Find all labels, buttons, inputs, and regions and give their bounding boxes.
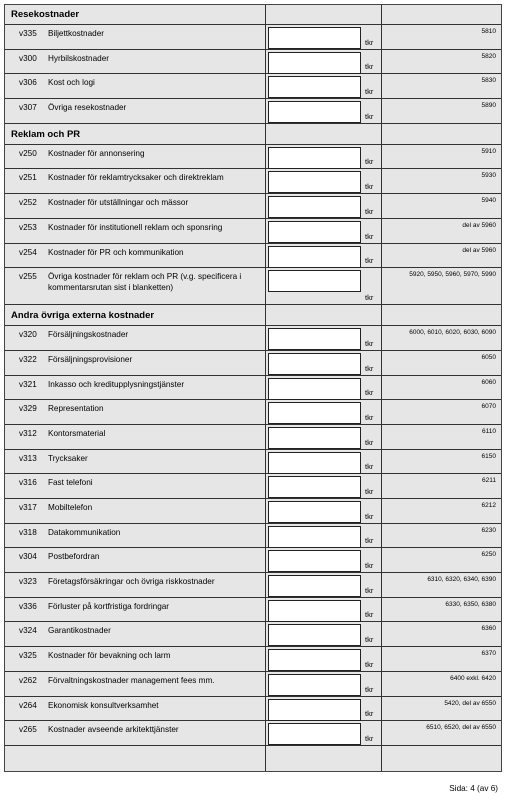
amount-input-v306[interactable] bbox=[268, 76, 361, 98]
account-reference: 6150 bbox=[481, 452, 496, 460]
row-label: Kostnader för utställningar och mässor bbox=[48, 198, 189, 208]
row-label: Datakommunikation bbox=[48, 527, 121, 537]
amount-input-v253[interactable] bbox=[268, 221, 361, 243]
amount-input-v265[interactable] bbox=[268, 723, 361, 745]
account-reference: 6070 bbox=[481, 403, 496, 411]
row-label: Övriga kostnader för reklam och PR (v.g. specificera i kommentarsrutan sist i blanketten) bbox=[48, 272, 242, 292]
section-title: Reklam och PR bbox=[11, 128, 81, 140]
unit-label: tkr bbox=[365, 412, 374, 422]
unit-label: tkr bbox=[365, 585, 374, 595]
account-reference: 5920, 5950, 5960, 5970, 5990 bbox=[409, 271, 496, 279]
variable-code: v251 bbox=[19, 173, 37, 183]
account-reference: 6230 bbox=[481, 526, 496, 534]
variable-code: v254 bbox=[19, 247, 37, 257]
variable-code: v318 bbox=[19, 527, 37, 537]
amount-input-v264[interactable] bbox=[268, 699, 361, 721]
form-row-v255 bbox=[5, 268, 501, 305]
variable-code: v252 bbox=[19, 198, 37, 208]
account-reference: 6060 bbox=[481, 378, 496, 386]
unit-label: tkr bbox=[365, 659, 374, 669]
unit-label: tkr bbox=[365, 635, 374, 645]
account-reference: 5930 bbox=[481, 172, 496, 180]
row-label: Biljettkostnader bbox=[48, 29, 104, 38]
page-number: Sida: 4 (av 6) bbox=[449, 784, 498, 793]
form-row-v321 bbox=[5, 376, 501, 401]
amount-input-v325[interactable] bbox=[268, 649, 361, 671]
account-reference: del av 5960 bbox=[462, 221, 496, 229]
form-row-v253 bbox=[5, 219, 501, 244]
account-reference: 6370 bbox=[481, 650, 496, 658]
amount-input-v254[interactable] bbox=[268, 246, 361, 268]
amount-input-v252[interactable] bbox=[268, 196, 361, 218]
row-label: Mobiltelefon bbox=[48, 503, 93, 512]
section-title: Andra övriga externa kostnader bbox=[11, 310, 155, 322]
form-row-v264 bbox=[5, 697, 501, 722]
account-reference: 6310, 6320, 6340, 6390 bbox=[427, 576, 496, 584]
amount-input-v250[interactable] bbox=[268, 147, 361, 169]
variable-code: v255 bbox=[19, 272, 37, 282]
amount-input-v304[interactable] bbox=[268, 550, 361, 572]
form-row-v322 bbox=[5, 351, 501, 376]
unit-label: tkr bbox=[365, 610, 374, 620]
unit-label: tkr bbox=[365, 157, 374, 167]
amount-input-v329[interactable] bbox=[268, 402, 361, 424]
amount-input-v251[interactable] bbox=[268, 171, 361, 193]
amount-input-v321[interactable] bbox=[268, 378, 361, 400]
amount-input-v313[interactable] bbox=[268, 452, 361, 474]
unit-label: tkr bbox=[365, 388, 374, 398]
amount-input-v255[interactable] bbox=[268, 270, 361, 292]
unit-label: tkr bbox=[365, 487, 374, 496]
form-row-v316 bbox=[5, 474, 501, 499]
unit-label: tkr bbox=[365, 293, 374, 303]
row-label: Trycksaker bbox=[48, 453, 88, 463]
row-label: Inkasso och kreditupplysningstjänster bbox=[48, 379, 185, 389]
unit-label: tkr bbox=[365, 256, 374, 266]
form-row-v320 bbox=[5, 326, 501, 351]
row-label: Garantikostnader bbox=[48, 626, 111, 636]
account-reference: 6250 bbox=[481, 551, 496, 559]
account-reference: 6330, 6350, 6380 bbox=[445, 600, 496, 608]
variable-code: v316 bbox=[19, 478, 37, 488]
unit-label: tkr bbox=[365, 231, 374, 241]
unit-label: tkr bbox=[365, 733, 374, 743]
form-row-v251 bbox=[5, 169, 501, 194]
account-reference: 6510, 6520, del av 6550 bbox=[426, 724, 496, 732]
amount-input-v322[interactable] bbox=[268, 353, 361, 375]
row-label: Övriga resekostnader bbox=[48, 103, 127, 113]
variable-code: v265 bbox=[19, 725, 37, 735]
form-row-v329 bbox=[5, 400, 501, 425]
account-reference: 6000, 6010, 6020, 6030, 6090 bbox=[409, 329, 496, 337]
unit-label: tkr bbox=[365, 62, 374, 72]
form-row-v254 bbox=[5, 244, 501, 269]
form-row-v306 bbox=[5, 74, 501, 99]
row-label: Hyrbilskostnader bbox=[48, 53, 109, 63]
row-label: Kostnader för PR och kommunikation bbox=[48, 247, 184, 257]
row-label: Kostnader för annonsering bbox=[48, 148, 145, 158]
variable-code: v264 bbox=[19, 700, 37, 710]
form-row-v300 bbox=[5, 50, 501, 75]
amount-input-v316[interactable] bbox=[268, 476, 361, 498]
account-reference: del av 5960 bbox=[462, 246, 496, 254]
form-row-v265 bbox=[5, 721, 501, 746]
amount-input-v312[interactable] bbox=[268, 427, 361, 449]
account-reference: 5910 bbox=[481, 147, 496, 155]
row-label: Representation bbox=[48, 404, 104, 414]
row-label: Försäljningskostnader bbox=[48, 330, 129, 340]
form-row-v313 bbox=[5, 450, 501, 475]
account-reference: 5820 bbox=[481, 52, 496, 60]
form-row-v312 bbox=[5, 425, 501, 450]
variable-code: v312 bbox=[19, 428, 37, 438]
form-frame bbox=[4, 4, 502, 772]
variable-code: v304 bbox=[19, 552, 37, 562]
form-row-v324 bbox=[5, 622, 501, 647]
variable-code: v300 bbox=[19, 53, 37, 63]
unit-label: tkr bbox=[365, 561, 374, 571]
account-reference: 6211 bbox=[482, 477, 496, 485]
variable-code: v253 bbox=[19, 222, 37, 232]
unit-label: tkr bbox=[365, 709, 374, 719]
amount-input-v300[interactable] bbox=[268, 52, 361, 74]
account-reference: 5890 bbox=[481, 102, 496, 110]
row-label: Företagsförsäkringar och övriga riskkostnader bbox=[48, 577, 215, 587]
form-row-v262 bbox=[5, 672, 501, 697]
amount-input-v318[interactable] bbox=[268, 526, 361, 548]
section-title: Resekostnader bbox=[11, 9, 80, 20]
unit-label: tkr bbox=[365, 111, 374, 121]
variable-code: v324 bbox=[19, 626, 37, 636]
row-label: Kostnader för bevakning och larm bbox=[48, 651, 171, 661]
form-rows bbox=[5, 5, 501, 746]
unit-label: tkr bbox=[365, 206, 374, 216]
form-row-v307 bbox=[5, 99, 501, 124]
row-label: Kontorsmaterial bbox=[48, 428, 106, 438]
form-row-v317 bbox=[5, 499, 501, 524]
amount-input-v323[interactable] bbox=[268, 575, 361, 597]
unit-label: tkr bbox=[365, 462, 374, 472]
form-row-v252 bbox=[5, 194, 501, 219]
variable-code: v335 bbox=[19, 29, 37, 38]
account-reference: 5810 bbox=[481, 28, 496, 35]
amount-input-v317[interactable] bbox=[268, 501, 361, 523]
variable-code: v313 bbox=[19, 453, 37, 463]
amount-input-v307[interactable] bbox=[268, 101, 361, 123]
amount-input-v320[interactable] bbox=[268, 328, 361, 350]
variable-code: v307 bbox=[19, 103, 37, 113]
form-row-v323 bbox=[5, 573, 501, 598]
variable-code: v320 bbox=[19, 330, 37, 340]
unit-label: tkr bbox=[365, 363, 374, 373]
unit-label: tkr bbox=[365, 437, 374, 447]
form-row-v335 bbox=[5, 25, 501, 50]
unit-label: tkr bbox=[365, 338, 374, 348]
variable-code: v250 bbox=[19, 148, 37, 158]
unit-label: tkr bbox=[365, 182, 374, 192]
account-reference: 6050 bbox=[481, 353, 496, 361]
amount-input-v335[interactable] bbox=[268, 27, 361, 49]
amount-input-v336[interactable] bbox=[268, 600, 361, 622]
row-label: Kostnader avseende arkitekttjänster bbox=[48, 725, 179, 735]
account-reference: 5420, del av 6550 bbox=[444, 699, 496, 707]
section-heading bbox=[5, 124, 501, 145]
row-label: Förvaltningskostnader management fees mm. bbox=[48, 675, 215, 685]
account-reference: 6400 exkl. 6420 bbox=[450, 674, 496, 682]
row-label: Ekonomisk konsultverksamhet bbox=[48, 700, 159, 710]
unit-label: tkr bbox=[365, 536, 374, 546]
row-label: Postbefordran bbox=[48, 552, 100, 562]
section-heading bbox=[5, 5, 501, 25]
row-label: Kost och logi bbox=[48, 78, 95, 88]
account-reference: 5940 bbox=[481, 197, 496, 205]
row-label: Förluster på kortfristiga fordringar bbox=[48, 601, 170, 611]
variable-code: v336 bbox=[19, 601, 37, 611]
variable-code: v322 bbox=[19, 354, 37, 364]
row-label: Fast telefoni bbox=[48, 478, 93, 488]
form-row-v325 bbox=[5, 647, 501, 672]
form-row-v336 bbox=[5, 598, 501, 623]
variable-code: v321 bbox=[19, 379, 37, 389]
variable-code: v325 bbox=[19, 651, 37, 661]
amount-input-v262[interactable] bbox=[268, 674, 361, 696]
variable-code: v323 bbox=[19, 577, 37, 587]
variable-code: v306 bbox=[19, 78, 37, 88]
unit-label: tkr bbox=[365, 684, 374, 694]
amount-input-v324[interactable] bbox=[268, 624, 361, 646]
variable-code: v262 bbox=[19, 675, 37, 685]
unit-label: tkr bbox=[365, 37, 374, 47]
row-label: Försäljningsprovisioner bbox=[48, 354, 133, 364]
account-reference: 6110 bbox=[482, 427, 496, 435]
account-reference: 5830 bbox=[481, 77, 496, 85]
form-row-v318 bbox=[5, 524, 501, 549]
account-reference: 6212 bbox=[481, 502, 496, 509]
row-label: Kostnader för reklamtrycksaker och direktreklam bbox=[48, 173, 224, 183]
row-label: Kostnader för institutionell reklam och sponsring bbox=[48, 222, 223, 232]
account-reference: 6360 bbox=[481, 625, 496, 633]
variable-code: v317 bbox=[19, 503, 37, 512]
variable-code: v329 bbox=[19, 404, 37, 414]
form-row-v250 bbox=[5, 145, 501, 170]
section-heading bbox=[5, 305, 501, 326]
unit-label: tkr bbox=[365, 511, 374, 521]
form-row-v304 bbox=[5, 548, 501, 573]
unit-label: tkr bbox=[365, 87, 374, 97]
